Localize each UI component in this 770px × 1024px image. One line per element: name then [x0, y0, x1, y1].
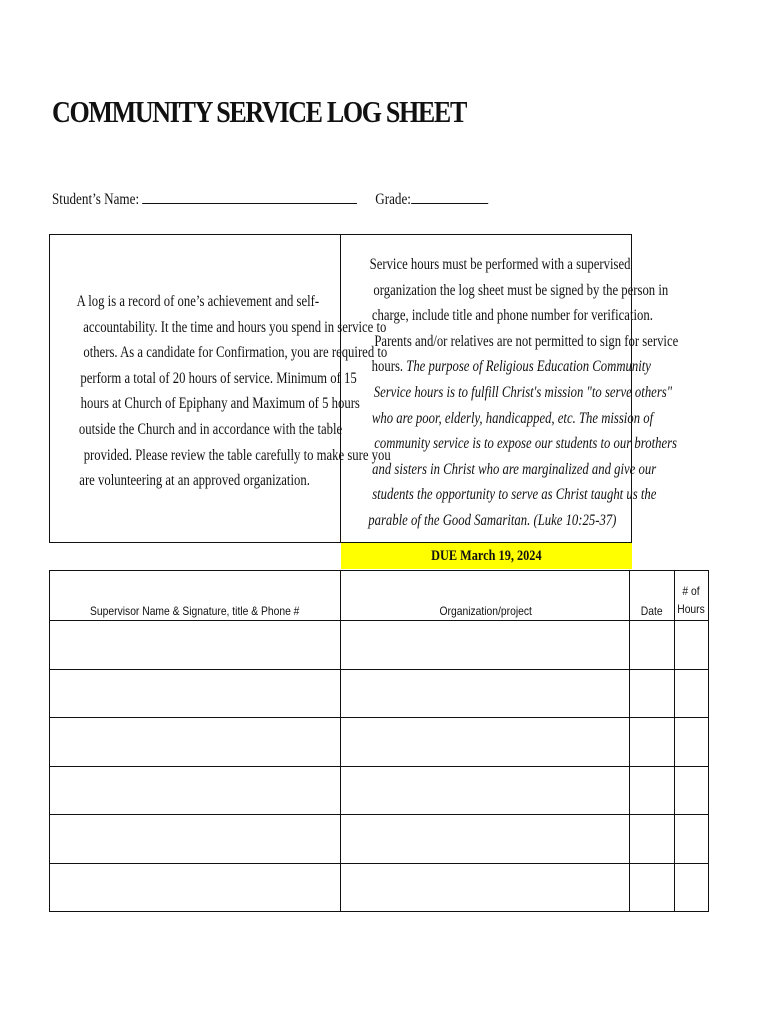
- organization-cell[interactable]: [341, 621, 630, 670]
- date-cell[interactable]: [630, 621, 675, 670]
- date-cell[interactable]: [630, 863, 675, 912]
- log-description-line: provided. Please review the table carefully to make sure you: [83, 446, 391, 464]
- due-date-banner: [341, 543, 632, 569]
- organization-cell[interactable]: [341, 718, 630, 767]
- due-date-text: DUE March 19, 2024: [431, 548, 542, 564]
- organization-cell[interactable]: [341, 863, 630, 912]
- organization-column-header: Organization/project: [341, 571, 630, 621]
- supervisor-cell[interactable]: [50, 863, 341, 912]
- grade-label: Grade:: [375, 191, 411, 208]
- log-description-line: others. As a candidate for Confirmation, you are required to: [83, 344, 388, 362]
- log-description-line: A log is a record of one’s achievement and self-: [76, 293, 320, 310]
- page-title: COMMUNITY SERVICE LOG SHEET: [52, 94, 466, 129]
- service-requirements-line: students the opportunity to serve as Christ taught us the: [372, 486, 657, 504]
- date-column-header: Date: [630, 571, 675, 621]
- supervisor-cell[interactable]: [50, 718, 341, 767]
- table-row: [50, 863, 709, 912]
- supervisor-column-header: Supervisor Name & Signature, title & Phone #: [50, 571, 341, 621]
- student-name-label: Student’s Name:: [52, 191, 140, 208]
- log-description: [50, 289, 391, 494]
- service-log-table: [49, 570, 709, 912]
- hours-cell[interactable]: [674, 669, 708, 718]
- grade-field[interactable]: [411, 190, 488, 204]
- hours-column-header: # of Hours: [674, 571, 708, 621]
- table-row: [50, 815, 709, 864]
- organization-cell[interactable]: [341, 766, 630, 815]
- table-row: [50, 621, 709, 670]
- service-requirements-line: charge, include title and phone number for verification.: [371, 307, 653, 325]
- supervisor-cell[interactable]: [50, 766, 341, 815]
- supervisor-cell[interactable]: [50, 621, 341, 670]
- log-description-line: are volunteering at an approved organization.: [79, 472, 311, 490]
- date-cell[interactable]: [630, 815, 675, 864]
- log-description-line: accountability. It the time and hours you spend in service to: [83, 318, 387, 336]
- table-row: [50, 669, 709, 718]
- organization-cell[interactable]: [341, 669, 630, 718]
- service-requirements-line: and sisters in Christ who are marginalized and give our: [372, 460, 657, 478]
- hours-cell[interactable]: [674, 863, 708, 912]
- service-requirements-line: Service hours must be performed with a supervised: [369, 256, 631, 273]
- hours-cell[interactable]: [674, 621, 708, 670]
- date-cell[interactable]: [630, 669, 675, 718]
- service-requirements-line: community service is to expose our students to our brothers: [374, 435, 678, 453]
- date-cell[interactable]: [630, 718, 675, 767]
- student-name-field[interactable]: [142, 190, 357, 204]
- table-row: [50, 766, 709, 815]
- service-requirements-line: hours. The purpose of Religious Education Community: [371, 358, 651, 376]
- hours-cell[interactable]: [674, 766, 708, 815]
- service-requirements-line: Parents and/or relatives are not permitted to sign for service: [374, 332, 679, 350]
- service-requirements-line: who are poor, elderly, handicapped, etc. The mission of: [371, 409, 654, 427]
- table-header-row: [50, 571, 709, 621]
- log-description-line: outside the Church and in accordance with the table: [78, 420, 343, 438]
- log-description-line: hours at Church of Epiphany and Maximum of 5 hours: [80, 395, 360, 413]
- hours-cell[interactable]: [674, 718, 708, 767]
- student-info-line: [52, 190, 488, 209]
- organization-cell[interactable]: [341, 815, 630, 864]
- table-row: [50, 718, 709, 767]
- service-requirements-line: parable of the Good Samaritan. (Luke 10:25-37): [368, 511, 617, 529]
- log-description-line: perform a total of 20 hours of service. Minimum of 15: [80, 369, 357, 387]
- service-requirements-line: Service hours is to fulfill Christ's mission "to serve others": [373, 383, 673, 401]
- supervisor-cell[interactable]: [50, 815, 341, 864]
- service-requirements-line: organization the log sheet must be signed by the person in: [373, 281, 669, 299]
- service-requirements: [341, 252, 679, 534]
- hours-cell[interactable]: [674, 815, 708, 864]
- supervisor-cell[interactable]: [50, 669, 341, 718]
- date-cell[interactable]: [630, 766, 675, 815]
